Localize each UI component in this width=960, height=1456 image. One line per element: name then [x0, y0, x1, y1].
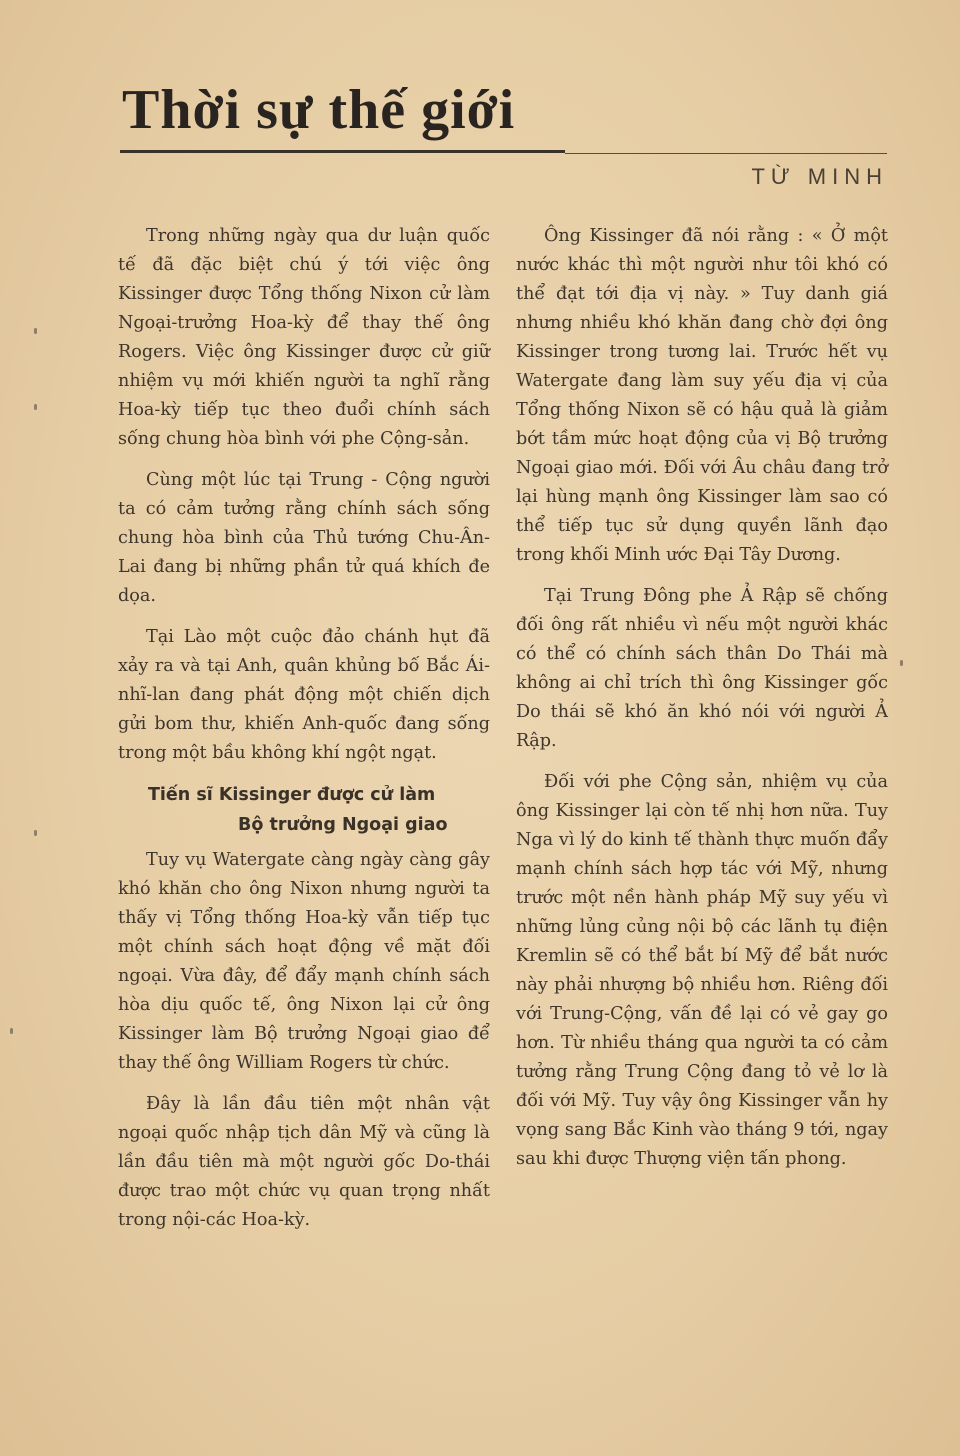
paragraph: Tuy vụ Watergate càng ngày càng gây khó khăn cho ông Nixon nhưng người ta thấy vị Tổng thống Hoa-kỳ vẫn tiếp tục một chính sách hoạt động về mặt đối ngoại. Vừa đây, để đẩy mạnh chính sách hòa dịu quốc tế, ông Nixon lại cử ông Kissinger làm Bộ trưởng Ngoại giao để thay thế ông William Rogers từ chức. — [118, 850, 490, 1073]
subheading-line-1: Tiến sĩ Kissinger được cử làm — [148, 785, 436, 805]
subheading-line-2: Bộ trưởng Ngoại giao — [238, 815, 448, 835]
paper-speck — [34, 328, 37, 334]
paper-speck — [34, 404, 37, 410]
paragraph: Trong những ngày qua dư luận quốc tế đã đặc biệt chú ý tới việc ông Kissinger được Tổng thống Nixon cử làm Ngoại-trưởng Hoa-kỳ để thay thế ông Rogers. Việc ông Kissinger được cử giữ nhiệm vụ mới khiến người ta nghĩ rằng Hoa-kỳ tiếp tục theo đuổi chính sách sống chung hòa bình với phe Cộng-sản. — [118, 226, 490, 449]
paper-speck — [900, 660, 903, 666]
left-column — [118, 222, 490, 1247]
header-rule — [565, 153, 887, 154]
paper-speck — [10, 1028, 13, 1034]
author-byline: TỪ MINH — [751, 164, 888, 189]
right-column — [516, 222, 888, 1186]
paragraph: Cùng một lúc tại Trung - Cộng người ta có cảm tưởng rằng chính sách sống chung hòa bình của Thủ tướng Chu-Ân-Lai đang bị những phần tử quá khích đe dọa. — [118, 470, 490, 606]
section-subheading — [118, 780, 490, 840]
paragraph: Đối với phe Cộng sản, nhiệm vụ của ông Kissinger lại còn tế nhị hơn nữa. Tuy Nga vì lý do kinh tế thành thực muốn đẩy mạnh chính sách hợp tác với Mỹ, nhưng trước một nền hành pháp Mỹ suy yếu vì những lủng củng nội bộ các lãnh tụ điện Kremlin sẽ có thể bắt bí Mỹ để bắt nước này phải nhượng bộ nhiều hơn. Riêng đối với Trung-Cộng, vấn đề lại có vẻ gay go hơn. Từ nhiều tháng qua người ta có cảm tưởng rằng Trung Cộng đang tỏ vẻ lơ là đối với Mỹ. Tuy vậy ông Kissinger vẫn hy vọng sang Bắc Kinh vào tháng 9 tới, ngay sau khi được Thượng viện tấn phong. — [516, 772, 888, 1169]
title-underline — [120, 150, 565, 153]
paragraph: Tại Lào một cuộc đảo chánh hụt đã xảy ra và tại Anh, quân khủng bố Bắc Ái-nhĩ-lan đang phát động một chiến dịch gửi bom thư, khiến Anh-quốc đang sống trong một bầu không khí ngột ngạt. — [118, 627, 490, 763]
paragraph: Tại Trung Đông phe Ả Rập sẽ chống đối ông rất nhiều vì nếu một người khác có thể có chính sách thân Do Thái mà không ai chỉ trích thì ông Kissinger gốc Do thái sẽ khó ăn khó nói với người Ả Rập. — [516, 586, 888, 751]
article-title: Thời sự thế giới — [122, 79, 516, 141]
paragraph: Đây là lần đầu tiên một nhân vật ngoại quốc nhập tịch dân Mỹ và cũng là lần đầu tiên mà một người gốc Do-thái được trao một chức vụ quan trọng nhất trong nội-các Hoa-kỳ. — [118, 1094, 490, 1230]
paragraph: Ông Kissinger đã nói rằng : « Ở một nước khác thì một người như tôi khó có thể đạt tới địa vị này. » Tuy danh giá nhưng nhiều khó khăn đang chờ đợi ông Kissinger trong tương lai. Trước hết vụ Watergate đang làm suy yếu địa vị của Tổng thống Nixon sẽ có hậu quả là giảm bớt tầm mức hoạt động của vị Bộ trưởng Ngoại giao mới. Đối với Âu châu đang trở lại hùng mạnh ông Kissinger làm sao có thể tiếp tục sử dụng quyền lãnh đạo trong khối Minh ước Đại Tây Dương. — [516, 226, 888, 565]
paper-speck — [34, 830, 37, 836]
